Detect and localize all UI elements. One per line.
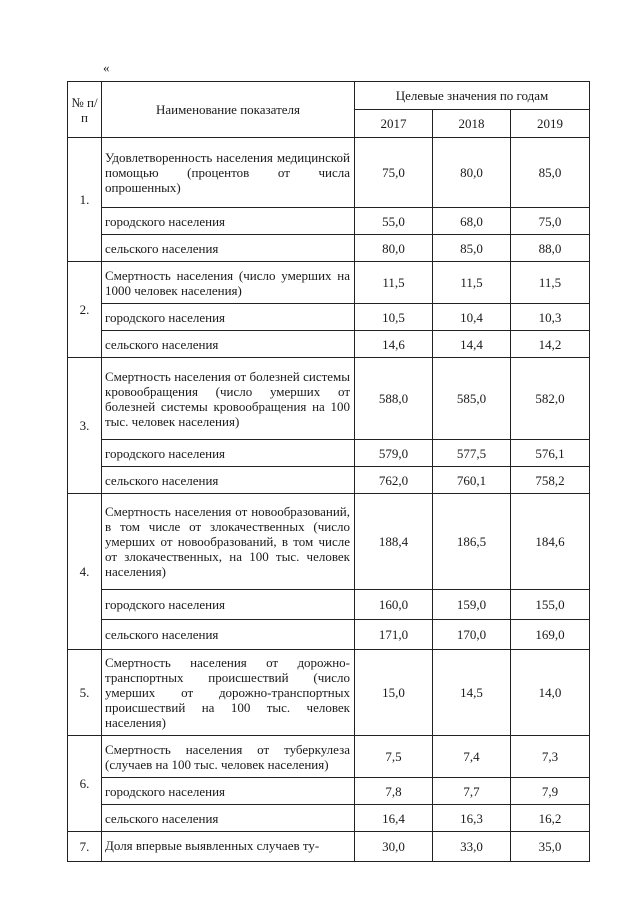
target-value: 11,5: [511, 262, 590, 304]
indicator-subrow: [68, 440, 590, 467]
target-value: 582,0: [511, 358, 590, 440]
target-value: 10,5: [355, 304, 433, 331]
subgroup-name: городского населения: [102, 778, 355, 805]
indicator-row: [68, 358, 590, 440]
header-target-values: Целевые значения по годам: [355, 82, 590, 110]
indicator-subrow: [68, 467, 590, 494]
target-value: 155,0: [511, 590, 590, 620]
subgroup-name: городского населения: [102, 208, 355, 235]
subgroup-name: сельского населения: [102, 235, 355, 262]
target-value: 80,0: [355, 235, 433, 262]
indicator-subrow: [68, 590, 590, 620]
target-value: 14,2: [511, 331, 590, 358]
row-number: 4.: [68, 494, 102, 650]
row-number: 5.: [68, 650, 102, 736]
target-value: 14,4: [433, 331, 511, 358]
header-indicator-name: Наименование показателя: [102, 82, 355, 138]
header-year: 2019: [511, 110, 590, 138]
target-value: 85,0: [511, 138, 590, 208]
target-value: 16,2: [511, 805, 590, 832]
target-value: 14,0: [511, 650, 590, 736]
indicator-name: Смертность населения от новообразований, в том числе от злокачественных (число умерших от новообразований, в том числе от злокачественных, на 100 тыс. человек населения): [102, 494, 355, 590]
target-value: 88,0: [511, 235, 590, 262]
target-value: 579,0: [355, 440, 433, 467]
indicator-subrow: [68, 208, 590, 235]
target-value: 160,0: [355, 590, 433, 620]
target-value: 10,4: [433, 304, 511, 331]
indicator-row: [68, 736, 590, 778]
indicator-row: [68, 494, 590, 590]
target-value: 75,0: [355, 138, 433, 208]
target-value: 171,0: [355, 620, 433, 650]
indicator-subrow: [68, 778, 590, 805]
target-value: 762,0: [355, 467, 433, 494]
target-value: 35,0: [511, 832, 590, 862]
target-value: 7,4: [433, 736, 511, 778]
target-value: 7,7: [433, 778, 511, 805]
target-value: 577,5: [433, 440, 511, 467]
target-value: 14,6: [355, 331, 433, 358]
target-value: 15,0: [355, 650, 433, 736]
row-number: 7.: [68, 832, 102, 862]
target-value: 7,3: [511, 736, 590, 778]
indicator-row: [68, 832, 590, 862]
target-value: 33,0: [433, 832, 511, 862]
row-number: 6.: [68, 736, 102, 832]
row-number: 2.: [68, 262, 102, 358]
target-value: 7,5: [355, 736, 433, 778]
indicator-name: Смертность населения от болезней системы кровообращения (число умерших от болезней системы кровообращения на 100 тыс. человек населения): [102, 358, 355, 440]
indicator-subrow: [68, 331, 590, 358]
indicator-row: [68, 650, 590, 736]
indicator-name: Удовлетворенность населения медицинской помощью (процентов от числа опрошенных): [102, 138, 355, 208]
target-value: 75,0: [511, 208, 590, 235]
opening-quote-mark: «: [103, 60, 110, 75]
target-value: 169,0: [511, 620, 590, 650]
indicator-row: [68, 262, 590, 304]
target-value: 585,0: [433, 358, 511, 440]
row-number: 3.: [68, 358, 102, 494]
target-value: 7,8: [355, 778, 433, 805]
header-year: 2018: [433, 110, 511, 138]
indicator-name: Смертность населения от туберкулеза (случаев на 100 тыс. человек населения): [102, 736, 355, 778]
target-value: 55,0: [355, 208, 433, 235]
subgroup-name: сельского населения: [102, 620, 355, 650]
target-value: 85,0: [433, 235, 511, 262]
target-value: 68,0: [433, 208, 511, 235]
target-value: 184,6: [511, 494, 590, 590]
target-value: 11,5: [355, 262, 433, 304]
indicator-subrow: [68, 235, 590, 262]
indicator-name: Смертность населения (число умерших на 1000 человек населения): [102, 262, 355, 304]
target-value: 80,0: [433, 138, 511, 208]
target-value: 576,1: [511, 440, 590, 467]
indicator-subrow: [68, 304, 590, 331]
subgroup-name: сельского населения: [102, 467, 355, 494]
target-value: 588,0: [355, 358, 433, 440]
target-value: 758,2: [511, 467, 590, 494]
indicator-row: [68, 138, 590, 208]
indicator-name: Доля впервые выявленных случаев ту-: [102, 832, 355, 862]
target-value: 7,9: [511, 778, 590, 805]
header-year: 2017: [355, 110, 433, 138]
subgroup-name: городского населения: [102, 304, 355, 331]
header-number: № п/п: [68, 82, 102, 138]
target-value: 188,4: [355, 494, 433, 590]
target-value: 186,5: [433, 494, 511, 590]
target-value: 170,0: [433, 620, 511, 650]
subgroup-name: сельского населения: [102, 331, 355, 358]
target-indicators-table: [67, 81, 590, 862]
target-value: 760,1: [433, 467, 511, 494]
target-value: 16,3: [433, 805, 511, 832]
target-value: 16,4: [355, 805, 433, 832]
target-value: 11,5: [433, 262, 511, 304]
subgroup-name: сельского населения: [102, 805, 355, 832]
indicator-name: Смертность населения от дорожно-транспортных происшествий (число умерших от дорожно-транспортных происшествий на 100 тыс. человек населения): [102, 650, 355, 736]
subgroup-name: городского населения: [102, 590, 355, 620]
target-value: 159,0: [433, 590, 511, 620]
subgroup-name: городского населения: [102, 440, 355, 467]
indicator-subrow: [68, 620, 590, 650]
target-value: 10,3: [511, 304, 590, 331]
target-value: 14,5: [433, 650, 511, 736]
target-value: 30,0: [355, 832, 433, 862]
row-number: 1.: [68, 138, 102, 262]
indicator-subrow: [68, 805, 590, 832]
